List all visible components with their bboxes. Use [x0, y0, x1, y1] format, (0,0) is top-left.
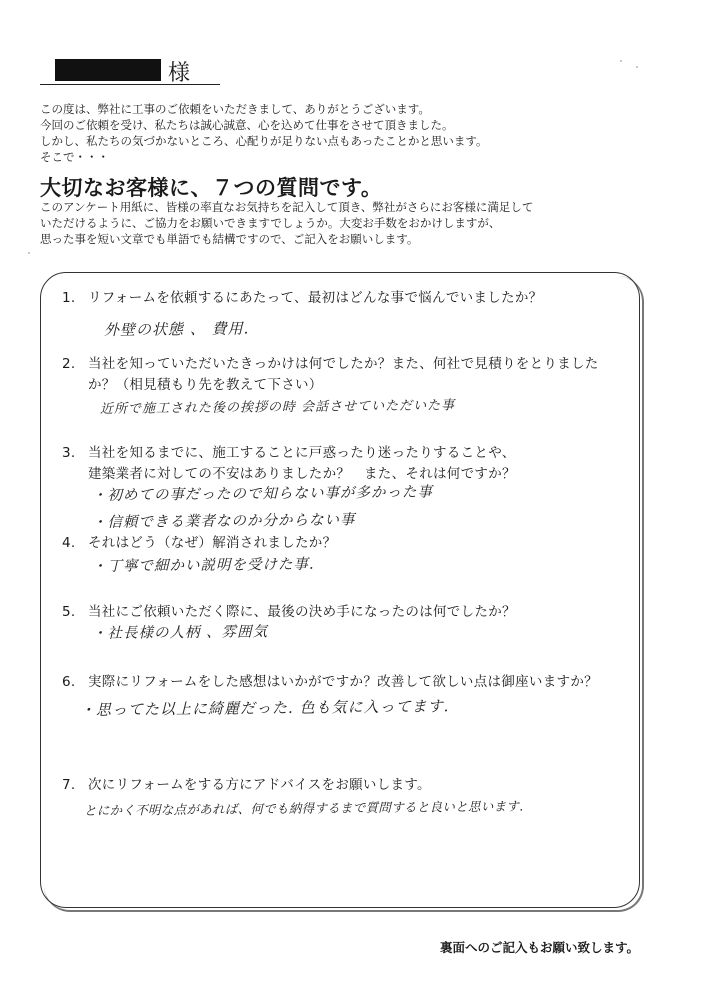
question-6-text: 実際にリフォームをした感想はいかがですか？改善して欲しい点は御座いますか？ — [88, 674, 598, 690]
scan-speck — [620, 60, 622, 62]
intro-line-3: しかし、私たちの気づかないところ、心配りが足りない点もあったことかと思います。 — [40, 134, 488, 148]
answer-7: とにかく不明な点があれば、何でも納得するまで質問すると良いと思います. — [83, 798, 524, 818]
question-4-text: それはどう（なぜ）解消されましたか？ — [88, 535, 337, 551]
question-2-text-line-2: か？（相見積もり先を教えて下さい） — [88, 377, 323, 393]
question-3-number: 3. — [62, 445, 76, 461]
answer-1: 外壁の状態 、 費用. — [103, 319, 250, 339]
request-line-3: 思った事を短い文章でも単語でも結構ですので、ご記入をお願いします。 — [40, 232, 419, 246]
intro-line-4: そこで・・・ — [40, 150, 109, 164]
request-line-1: このアンケート用紙に、皆様の率直なお気持ちを記入して頂き、弊社がさらにお客様に満足して — [40, 200, 534, 214]
question-7-number: 7. — [62, 777, 76, 793]
question-2-text-line-1: 当社を知っていただいたきっかけは何でしたか？また、何社で見積りをとりました — [88, 356, 599, 372]
question-7-text: 次にリフォームをする方にアドバイスをお願いします。 — [88, 777, 431, 793]
question-5 — [62, 600, 516, 620]
question-1 — [62, 286, 542, 306]
question-6 — [62, 670, 598, 690]
question-3 — [62, 441, 516, 461]
answer-3-line-1: ・初めての事だったので知らない事が多かった事 — [91, 484, 434, 504]
name-underline — [40, 84, 220, 85]
request-line-2: いただけるように、ご協力をお願いできますでしょうか。大変お手数をおかけしますが、 — [40, 216, 501, 230]
intro-line-2: 今回のご依頼を受け、私たちは誠心誠意、心を込めて仕事をさせて頂きました。 — [40, 118, 454, 132]
answer-2: 近所で施工された後の挨拶の時 会話させていただいた事 — [99, 398, 456, 417]
answer-6: ・思ってた以上に綺麗だった. 色も気に入ってます. — [79, 697, 450, 719]
question-2-number: 2. — [62, 356, 76, 372]
answer-4: ・丁寧で細かい説明を受けた事. — [91, 556, 315, 575]
intro-line-1: この度は、弊社に工事のご依頼をいただきまして、ありがとうございます。 — [40, 102, 430, 116]
question-5-text: 当社にご依頼いただく際に、最後の決め手になったのは何でしたか？ — [88, 604, 516, 620]
question-1-text: リフォームを依頼するにあたって、最初はどんな事で悩んでいましたか？ — [88, 290, 543, 306]
question-4 — [62, 531, 336, 551]
question-1-number: 1. — [62, 290, 76, 306]
scan-speck — [28, 252, 30, 254]
redacted-customer-name — [55, 59, 161, 81]
honorific-sama: 様 — [168, 61, 192, 86]
answer-3-line-2: ・信頼できる業者なのか分からない事 — [91, 512, 356, 531]
headline: 大切なお客様に、７つの質問です。 — [40, 176, 383, 200]
question-5-number: 5. — [62, 604, 76, 620]
answer-5: ・社長様の人柄 、雰囲気 — [91, 624, 269, 642]
scan-speck — [636, 66, 638, 68]
question-3-text-line-2: 建築業者に対しての不安はありましたか？ また、それは何ですか？ — [88, 466, 516, 482]
question-7 — [62, 773, 431, 793]
question-2 — [62, 352, 599, 372]
question-4-number: 4. — [62, 535, 76, 551]
footer-note: 裏面へのご記入もお願い致します。 — [440, 940, 640, 955]
question-3-text-line-1: 当社を知るまでに、施工することに戸惑ったり迷ったりすることや、 — [88, 445, 516, 461]
question-6-number: 6. — [62, 674, 76, 690]
